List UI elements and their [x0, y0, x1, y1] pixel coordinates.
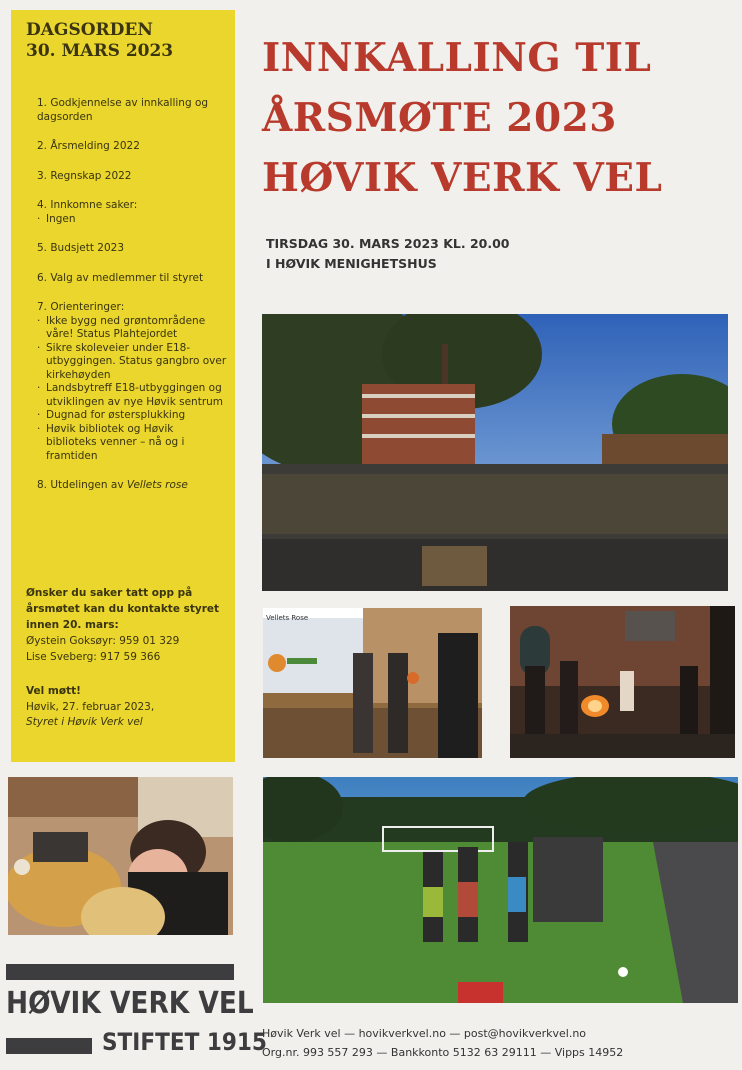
- closing-note: [26, 684, 226, 731]
- craft-photo: [8, 777, 233, 935]
- event-when: TIRSDAG 30. MARS 2023 KL. 20.00: [266, 236, 510, 251]
- screen-text: Vellets Rose: [266, 614, 309, 622]
- closing-greeting: Vel møtt!: [26, 685, 81, 697]
- logo-bar-top: [6, 964, 234, 980]
- football-photo: [263, 777, 738, 1003]
- agenda-list: [37, 97, 227, 509]
- headline-line-2: ÅRSMØTE 2023: [262, 95, 617, 141]
- agenda-item-1: 1. Godkjennelse av innkalling og dagsorden: [37, 97, 209, 123]
- closing-place-date: Høvik, 27. februar 2023,: [26, 700, 155, 713]
- agenda-title: [26, 20, 216, 62]
- agenda-item-4-sub: · Ingen: [37, 213, 227, 227]
- agenda-item-4-bullets: [37, 213, 227, 227]
- footer-contact: [262, 1024, 623, 1062]
- agenda-item-5: 5. Budsjett 2023: [37, 242, 125, 254]
- agenda-heading: DAGSORDEN: [26, 20, 153, 40]
- logo-line-2: STIFTET 1915: [102, 1028, 267, 1056]
- event-info: [266, 234, 510, 274]
- hovik-verk-vel-logo: [6, 964, 267, 1058]
- agenda-item-2: 2. Årsmelding 2022: [37, 140, 140, 152]
- logo-line-1: HØVIK VERK VEL: [6, 986, 254, 1021]
- contact-heading: Ønsker du saker tatt opp på årsmøtet kan du kontakte styret innen 20. mars:: [26, 587, 220, 631]
- closing-signature: Styret i Høvik Verk vel: [26, 716, 143, 728]
- agenda-item-7-label: 7. Orienteringer:: [37, 301, 125, 313]
- agenda-date: 30. MARS 2023: [26, 41, 174, 61]
- contact-person-2: Lise Sveberg: 917 59 366: [26, 651, 161, 663]
- agenda-bullet: · Landsbytreff E18-utbyggingen og utviklingen av nye Høvik sentrum: [37, 382, 227, 409]
- ceremony-photo: [263, 608, 482, 758]
- logo-bar-bottom: [6, 1038, 92, 1054]
- schoolyard-photo: [262, 314, 728, 591]
- agenda-item-8-prefix: 8. Utdelingen av: [37, 479, 127, 491]
- agenda-item-7-bullets: [37, 315, 227, 464]
- agenda-bullet: · Dugnad for østersplukking: [37, 409, 227, 423]
- agenda-item-8: [37, 479, 227, 493]
- headline: [262, 28, 737, 208]
- agenda-item-3: 3. Regnskap 2022: [37, 169, 132, 182]
- footer-line-1: Høvik Verk vel — hovikverkvel.no — post@hovikverkvel.no: [262, 1027, 587, 1040]
- contact-person-1: Øystein Goksøyr: 959 01 329: [26, 635, 180, 647]
- agenda-item-4-label: 4. Innkomne saker:: [37, 199, 138, 211]
- headline-line-3: HØVIK VERK VEL: [262, 155, 663, 201]
- contact-info: [26, 585, 226, 665]
- agenda-bullet: · Høvik bibliotek og Høvik biblioteks venner – nå og i framtiden: [37, 423, 227, 464]
- headline-line-1: INNKALLING TIL: [262, 35, 652, 81]
- footer-line-2: Org.nr. 993 557 293 — Bankkonto 5132 63 29111 — Vipps 14952: [262, 1046, 624, 1059]
- event-where: I HØVIK MENIGHETSHUS: [266, 256, 437, 271]
- agenda-item-4: [37, 199, 227, 226]
- agenda-item-6: 6. Valg av medlemmer til styret: [37, 271, 204, 284]
- library-event-photo: [510, 606, 735, 758]
- agenda-item-8-rose: Vellets rose: [126, 479, 188, 491]
- agenda-bullet: · Sikre skoleveier under E18-utbyggingen. Status gangbro over kirkehøyden: [37, 342, 227, 383]
- agenda-bullet: · Ikke bygg ned grøntområdene våre! Status Plahtejordet: [37, 315, 227, 342]
- agenda-item-7: [37, 301, 227, 463]
